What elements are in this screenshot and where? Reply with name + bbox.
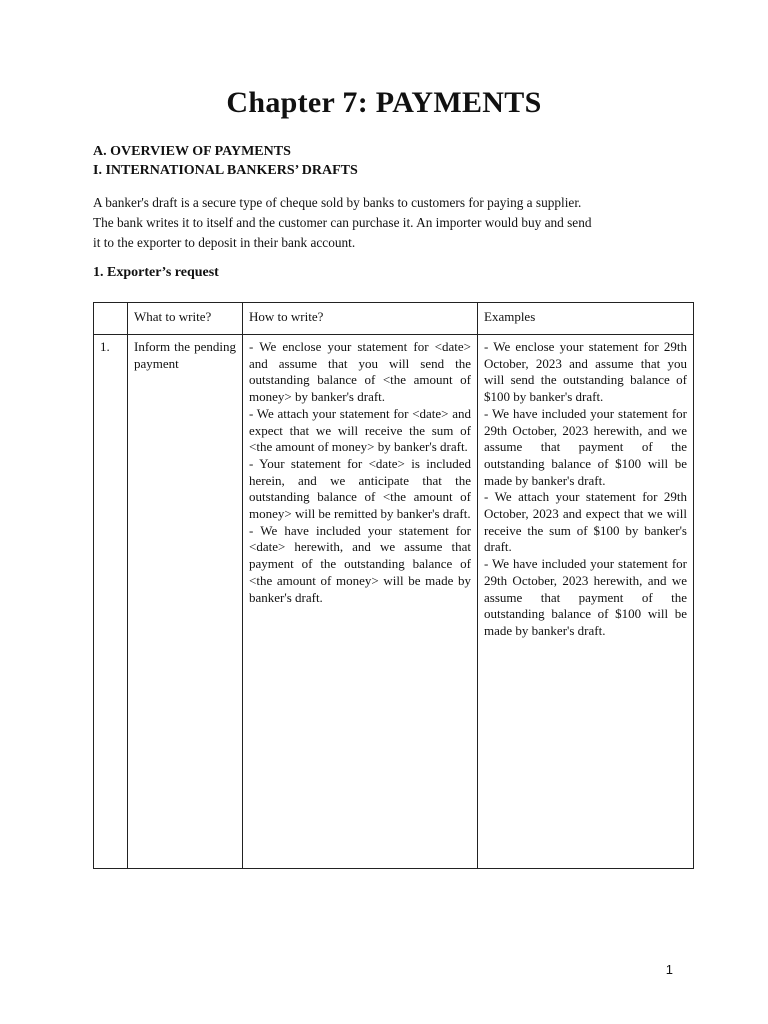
table-header-row bbox=[94, 303, 694, 335]
row-how-to-write bbox=[243, 335, 478, 869]
row-examples bbox=[478, 335, 694, 869]
header-examples: Examples bbox=[478, 303, 694, 335]
example-item: - We have included your statement for 29th October, 2023 herewith, and we assume that payment of the outstanding balance of $100 will be made by banker's draft. bbox=[484, 556, 687, 638]
header-number bbox=[94, 303, 128, 335]
how-item: - We enclose your statement for <date> and assume that you will send the outstanding balance of <the amount of money> by banker's draft. bbox=[249, 339, 471, 405]
how-item: - Your statement for <date> is included herein, and we anticipate that the outstanding balance of <the amount of money> will be remitted by banker's draft. bbox=[249, 455, 471, 522]
table-row bbox=[94, 335, 694, 869]
how-item: - We have included your statement for <date> herewith, and we assume that payment of the outstanding balance of <the amount of money> will be made by banker's draft. bbox=[249, 522, 471, 605]
intro-paragraph bbox=[93, 193, 693, 253]
section-heading-bankers-drafts: I. INTERNATIONAL BANKERS’ DRAFTS bbox=[93, 163, 358, 178]
example-item: - We enclose your statement for 29th October, 2023 and assume that you will send the outstanding balance of $100 by banker's draft. bbox=[484, 339, 687, 405]
how-item: - We attach your statement for <date> and expect that we will receive the sum of <the amount of money> by banker's draft. bbox=[249, 405, 471, 455]
header-how-to-write: How to write? bbox=[243, 303, 478, 335]
header-what-to-write: What to write? bbox=[128, 303, 243, 335]
intro-line: The bank writes it to itself and the customer can purchase it. An importer would buy and send bbox=[93, 215, 592, 230]
phrases-table bbox=[93, 302, 694, 869]
page-title: Chapter 7: PAYMENTS bbox=[226, 86, 542, 119]
page-number: 1 bbox=[665, 962, 673, 977]
row-number: 1. bbox=[94, 335, 128, 869]
example-item: - We attach your statement for 29th October, 2023 and expect that we will receive the sum of $100 by banker's draft. bbox=[484, 489, 687, 555]
row-what-to-write: Inform the pending payment bbox=[128, 335, 243, 869]
intro-line: it to the exporter to deposit in their bank account. bbox=[93, 235, 356, 250]
section-heading-overview: A. OVERVIEW OF PAYMENTS bbox=[93, 144, 291, 159]
example-item: - We have included your statement for 29th October, 2023 herewith, and we assume that payment of the outstanding balance of $100 will be made by banker's draft. bbox=[484, 405, 687, 488]
intro-line: A banker's draft is a secure type of cheque sold by banks to customers for paying a supplier. bbox=[93, 195, 582, 210]
subsection-heading-exporters-request: 1. Exporter’s request bbox=[93, 265, 219, 280]
